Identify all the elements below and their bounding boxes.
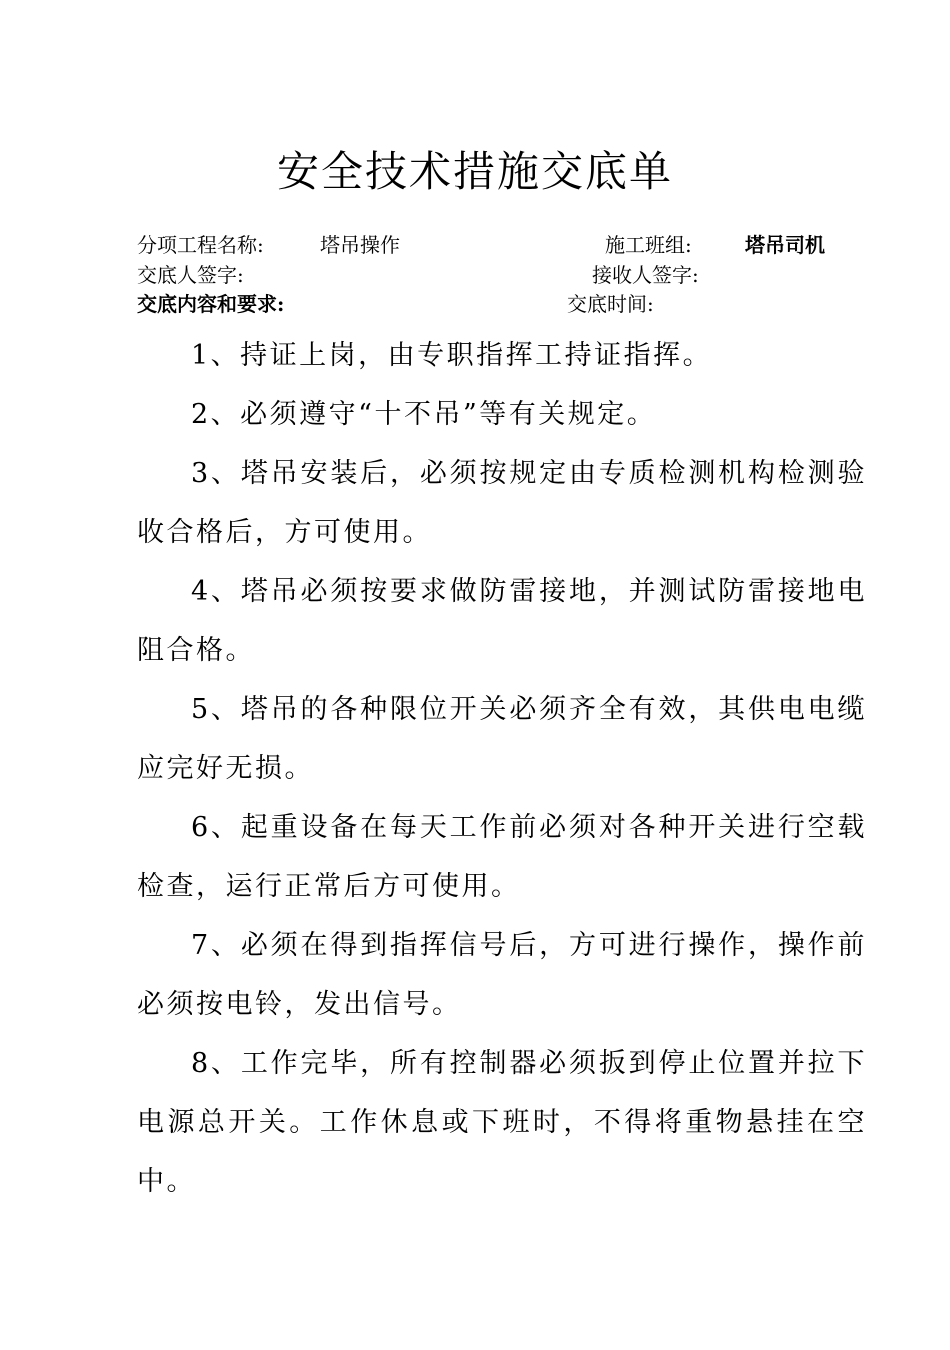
briefing-item: 1、持证上岗，由专职指挥工持证指挥。	[191, 340, 713, 371]
project-label: 分项工程名称:	[137, 233, 264, 257]
content-requirements-label: 交底内容和要求:	[137, 292, 285, 316]
briefing-item: 4、塔吊必须按要求做防雷接地，并测试防雷接地电阻合格。	[137, 576, 867, 666]
meta-row-project	[0, 230, 950, 260]
briefing-items	[137, 326, 867, 1211]
briefing-item: 2、必须遵守“十不吊”等有关规定。	[191, 399, 657, 430]
team-label: 施工班组:	[605, 233, 692, 257]
meta-row-signatures	[0, 260, 950, 290]
briefing-time-label: 交底时间:	[567, 292, 654, 316]
briefing-item: 6、起重设备在每天工作前必须对各种开关进行空载检查，运行正常后方可使用。	[137, 812, 867, 902]
briefing-item: 8、工作完毕，所有控制器必须扳到停止位置并拉下电源总开关。工作休息或下班时，不得将重物悬挂在空中。	[137, 1048, 867, 1197]
briefing-item: 7、必须在得到指挥信号后，方可进行操作，操作前必须按电铃，发出信号。	[137, 930, 867, 1020]
meta-row-content	[0, 289, 950, 319]
receiver-signature-label: 接收人签字:	[592, 263, 699, 287]
team-value: 塔吊司机	[745, 233, 825, 257]
issuer-signature-label: 交底人签字:	[137, 263, 244, 287]
document-title: 安全技术措施交底单	[276, 147, 673, 196]
briefing-item: 5、塔吊的各种限位开关必须齐全有效，其供电电缆应完好无损。	[137, 694, 867, 784]
project-value: 塔吊操作	[320, 233, 400, 257]
briefing-item: 3、塔吊安装后，必须按规定由专质检测机构检测验收合格后，方可使用。	[137, 458, 867, 548]
